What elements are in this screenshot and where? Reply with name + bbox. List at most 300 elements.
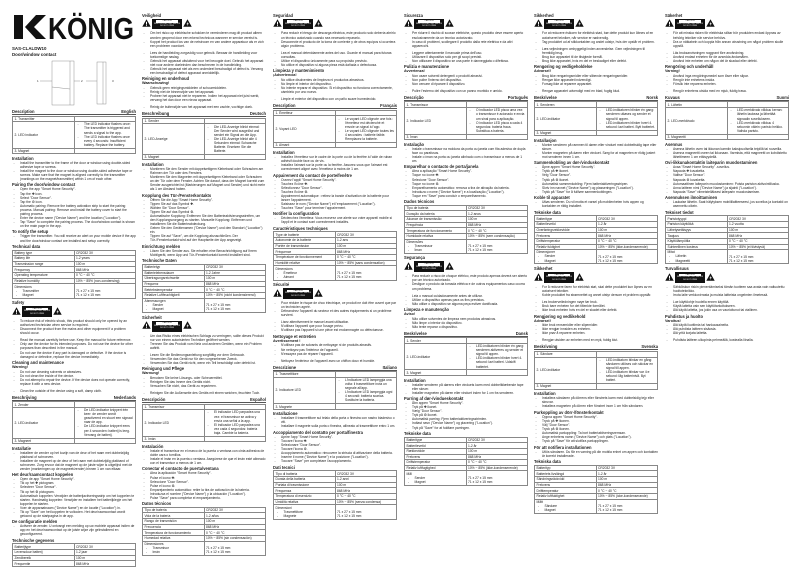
spec-value-cell: 100 m — [74, 261, 136, 267]
list-item: - Bruk bare enheten for det tiltenkte formålet. — [534, 304, 658, 308]
list-item: - Gebruik het apparaat niet als een onderdeel beschadigd of defect is. Vervang een beschadigd of defect apparaat onmiddellijk. — [142, 67, 266, 75]
list-item: - Rengör enhetens utsida med en mjuk, fuktig trasa. — [665, 89, 789, 93]
bullet-list — [273, 435, 397, 463]
table-row — [13, 148, 136, 154]
caution-text: RISK OF ELECTRIC SHOCK — [677, 276, 704, 279]
list-item: - Pulse el icono ✚. — [142, 476, 266, 480]
spec-value-cell: 0 °C ~ 40 °C — [204, 287, 266, 293]
part-name-cell — [143, 410, 205, 436]
bullet-list — [534, 165, 658, 193]
spec-value-cell: CR2032 3V — [596, 465, 658, 471]
list-item: - Die LED-Anzeige blinkt alle 4 Sekunden einmal: Schwache Batterie. Ersetzen Sie die Batterie. — [206, 137, 264, 153]
technical-data-table — [273, 470, 397, 519]
part-name-cell — [535, 384, 597, 390]
section-heading: Turvallisuus — [665, 265, 689, 271]
column-1-content — [12, 109, 136, 567]
list-item: - Touchez "Save" pour terminer l'appairement. — [273, 206, 397, 210]
section-heading: Tekniske data — [404, 431, 431, 437]
table-row — [405, 239, 528, 253]
list-item: - Vælg "Door Sensor". — [404, 409, 528, 413]
list-item: - Trasmettitore — [276, 510, 334, 514]
description-header — [534, 344, 658, 350]
list-item: - Automatisch koppelen: Verwijder de batterijactiveringsstrip om het koppelen te starten. Handmatig koppelen: Verwijder en installeer het batterijklepje om het koppelen te starten. — [12, 494, 136, 506]
list-item: - Rengør apparatet udvendigt med en blød, fugtig klud. — [534, 89, 658, 93]
list-item: - Lea el manual detenidamente antes del uso. Guarde el manual para futuras consultas. — [273, 51, 397, 59]
part-name: Indicatore LED — [279, 388, 301, 393]
list-item: - Lösen Sie den Sender aus. Sie erhalten eine Benachrichtigung auf Ihrem Mobilgerät, wenn App und Tür-/Fensterkontakt korrekt installiert sind. — [142, 249, 266, 257]
spec-value-cell: 868 MHz — [466, 454, 528, 460]
spec-value: 71 x 27 x 15 mm — [598, 254, 623, 259]
table-row — [535, 357, 658, 383]
spec-label-cell: Frequenza — [274, 488, 336, 494]
bullet-list — [665, 147, 789, 159]
spec-label-cell: Batteritype — [535, 216, 597, 222]
list-item: - Leggere attentamente il manuale prima dell'uso. — [404, 51, 528, 55]
list-item: - Öffnen Sie die App "Smart Home Security". — [142, 198, 266, 202]
caution-icons — [142, 321, 266, 332]
part-detail-cell — [335, 404, 397, 410]
spec-label-cell: Batteriets livslängd — [535, 471, 597, 477]
list-item: - Brug kun apparatet til de tilsigtede formål. — [534, 55, 658, 59]
list-item: - Trigger the transmitter. You will receive an alert on your mobile device if the app and the door/window contact are installed and setup correctly. — [12, 234, 136, 242]
section-heading: Appairement du contact de porte/fenêtre — [273, 172, 352, 178]
list-item: - Irrota laite verkkovirrasta ja muista laitteista ongelmien ilmetessä. — [665, 293, 789, 297]
column-1 — [12, 12, 136, 567]
spec-value-cell: 0 °C ~ 40 °C — [466, 228, 528, 234]
spec-label-cell — [405, 239, 467, 253]
list-item: - LED-indikatoren blinker hvert 4. sekund: lavt batteri. Udskift batteriet. — [468, 356, 526, 368]
list-item: - Versuchen Sie nicht, das Gerät zu reparieren. — [142, 384, 266, 388]
list-item: - Använd inga rengöringsmedel som löser eller slipar. — [665, 74, 789, 78]
caution-text: DO NOT OPEN — [422, 268, 437, 271]
bullet-list — [534, 415, 658, 443]
caution-label — [414, 19, 444, 30]
caution-text: RISK OF ELECTRIC SHOCK — [285, 292, 312, 295]
list-item: - Brug ikke rengøringsmidler eller slibende rengøringsmidler. — [534, 74, 658, 78]
table-row — [143, 410, 266, 436]
list-item: - Læs vejledningen omhyggeligt inden anvendelse. Gem vejledningen til fremtidig brug. — [534, 47, 658, 55]
warning-heading: Avvertenza! — [404, 69, 425, 74]
part-number: 2. — [275, 126, 279, 131]
list-item: - Non cercare di riparare il dispositivo. — [404, 82, 528, 86]
list-item: - El indicador LED parpadea una vez cada 4 segundos: batería baja. Cambie la batería. — [206, 423, 264, 435]
spec-label-cell: Suhteellinen kosteus — [666, 244, 728, 250]
list-item: - Magnet — [537, 259, 595, 263]
bullet-list — [276, 271, 334, 279]
list-item: - Utilize o dispositivo apenas para os fins previstos. — [404, 298, 528, 302]
section-heading: Ovi-/ikkunakontaktin laiteparin muodostaminen — [665, 160, 758, 166]
list-item: - No limpie el interior del dispositivo. — [273, 82, 397, 86]
section-heading: Notifier la configuration — [273, 211, 320, 217]
list-item: - Activeer de zender. U ontvangt een melding op uw mobiele apparaat indien de app en het deur/raamcontact op de juiste wijze zijn geïnstalleerd en geconfigureerd. — [12, 524, 136, 536]
spec-value-cell: 0 °C ~ 40 °C — [466, 460, 528, 466]
section-heading: Datos técnicos — [142, 501, 172, 507]
list-item: - Only use the device for its intended purposes. Do not use the device for other purposes than described in the manual. — [12, 342, 136, 350]
list-item: - Åbn appen "Smart Home Security". — [404, 401, 528, 405]
bullet-list — [534, 300, 658, 312]
spec-value-cell: CR2032 3V — [335, 232, 397, 238]
spec-label-cell: Taajuus — [666, 233, 728, 239]
spec-label-cell: Frequenz — [143, 281, 205, 287]
spec-label-cell — [274, 266, 336, 280]
list-item: - Non utilizzare il dispositivo se una parte è danneggiata o difettosa. — [404, 59, 528, 63]
part-detail-cell — [74, 122, 136, 148]
part-name: Senderen — [540, 102, 555, 107]
part-number: 3. — [144, 155, 148, 160]
spec-label: Dimensjoner — [536, 250, 556, 255]
caution-text: RISK OF ELECTRIC SHOCK — [677, 22, 704, 25]
part-number: 3. — [275, 142, 279, 147]
bullet-list — [273, 31, 397, 47]
bullet-list — [276, 510, 334, 518]
spec-label-cell: Operating temperature — [13, 273, 75, 279]
spec-value-cell: CR2032 3V — [74, 250, 136, 256]
technical-data-table — [12, 543, 136, 567]
bullet-list — [729, 108, 787, 132]
spec-label-cell — [666, 250, 728, 264]
part-name-cell — [143, 124, 205, 155]
spec-label-cell: Driftstemperatur — [535, 238, 597, 244]
spec-value-cell: CR2032 3V — [204, 264, 266, 270]
language-label: Deutsch — [249, 111, 266, 117]
part-number: 2. — [144, 137, 148, 142]
description-title: Descrizione — [273, 364, 296, 370]
part-name: Magnet — [148, 155, 160, 160]
list-item: - Gebruik het apparaat uitsluitend voor het beoogde doel. Gebruik het apparaat niet voor andere doeleinden dan beschreven in de handleiding. — [142, 59, 266, 67]
part-name: Indicador LED — [148, 420, 170, 425]
list-item: - Verwenden Sie das Gerät nur für den vorgesehenen Zweck. — [142, 357, 266, 361]
caution-text: DO NOT OPEN — [552, 278, 567, 281]
diagram-label-1: 1 — [37, 79, 39, 83]
list-item: - Trykk på ✚ ikonet. — [534, 169, 658, 173]
list-item: - Installer magneten på døren eller vinduet inden for 1 cm fra senderen. — [404, 391, 528, 395]
technical-data-table — [534, 215, 658, 264]
list-item: - Tippen Sie auf "Save", um die Kopplung abzuschließen. Der Tür-/Fensterkontakt wird auf der Hauptseite der App angezeigt. — [142, 234, 266, 242]
bullet-list — [142, 86, 266, 102]
list-item: - Lue käyttöohje huolella ennen käyttöä. — [665, 300, 789, 304]
bullet-list — [273, 216, 397, 224]
list-item: - LED-merkkivalo vilkkuu 4 sekunnin välein: paristo heikko. Vaihda paristo. — [729, 121, 787, 133]
list-item: - Selecione "Door Sensor". — [404, 178, 528, 182]
electric-shock-icon — [706, 273, 715, 282]
list-item: - Monter senderen på rammen til døren eller vinduet med dobbeltsidig tape eller skruer. — [534, 143, 658, 151]
bullet-list — [142, 449, 266, 465]
part-name-cell — [405, 134, 467, 140]
list-item: - Älä puhdista laitteen sisäosia. — [665, 327, 789, 331]
list-item: - Käytä laitetta vain sen käyttötarkoitukseen. — [665, 304, 789, 308]
list-item: - Déclenchez l'émetteur. Vous recevrez une alerte sur votre appareil mobile si l'appli et le contact sont correctement installés. — [273, 216, 397, 224]
part-name-cell — [405, 108, 467, 134]
bullet-list — [337, 117, 395, 141]
section-heading: Parring af dør-/vindueskontakt — [404, 396, 464, 402]
bullet-list — [534, 323, 658, 335]
section-heading: Rengjøring og vedlikehold — [534, 313, 586, 319]
caution-text: DO NOT OPEN — [552, 25, 567, 28]
part-number: 1. — [536, 102, 540, 107]
electric-shock-icon — [53, 307, 62, 316]
caution-text: CAUTION — [26, 308, 48, 311]
parts-table — [142, 118, 266, 161]
spec-label-cell: Pariston käyttöikä — [666, 221, 728, 227]
spec-label-cell: Driftstemperatur — [405, 460, 467, 466]
section-heading: Sicurezza — [404, 12, 423, 18]
electric-shock-icon — [706, 19, 715, 28]
spec-label-cell: Frekvens — [535, 482, 597, 488]
spec-value-cell — [596, 499, 658, 513]
part-detail-cell — [596, 357, 658, 383]
spec-value-cell: 868 MHz — [204, 524, 266, 530]
caution-text: DO NOT OPEN — [291, 25, 306, 28]
svg-text:KÖNIG: KÖNIG — [48, 12, 134, 42]
electric-shock-icon — [445, 19, 454, 28]
bullet-list — [534, 143, 658, 159]
section-heading: Het deur/raamcontact koppelen — [12, 472, 74, 478]
spec-value-cell: 10% ~ 85% (sans condensation) — [335, 260, 397, 266]
section-heading: Sikkerhet — [534, 265, 553, 271]
spec-label-cell: Rango de transmisión — [143, 519, 205, 525]
section-heading: Technische Daten — [142, 258, 177, 264]
caution-icons — [142, 19, 266, 30]
list-item: - L'indicatore LED lampeggia una volta: il trasmettitore invia un segnale all'app. — [337, 378, 395, 390]
list-item: - Inserire il nome ("Device Name") e la posizione ("Location"). — [273, 455, 397, 459]
list-item: - Ouvrez l'appli "Smart Home Security". — [273, 178, 397, 182]
column-2-content — [142, 13, 266, 556]
part-name: LED-indikator — [410, 354, 431, 359]
list-item: - Sender — [407, 476, 465, 480]
caution-icons — [273, 288, 397, 299]
table-row — [274, 505, 397, 519]
list-item: - The LED indicator flashes once: The transmitter is triggered and sends a signal to the app. — [76, 122, 134, 134]
spec-value-cell: 0 °C ~ 40 °C — [727, 238, 789, 244]
table-row — [535, 384, 658, 390]
bullet-list — [598, 358, 656, 382]
list-item: - Touchez l'icône ✚. — [273, 182, 397, 186]
parts-table — [142, 404, 266, 443]
part-name: Trasmettitore — [279, 372, 299, 377]
part-detail-cell — [596, 130, 658, 136]
bullet-list — [145, 546, 203, 554]
description-header — [142, 111, 266, 117]
spec-value-cell: 10% ~ 85% (ei tiivistyvä) — [727, 244, 789, 250]
spec-value: 71 x 27 x 15 mm — [729, 254, 754, 259]
column-5 — [534, 11, 658, 515]
spec-value-cell: CR2032 3V — [466, 205, 528, 211]
spec-value-cell: 1-2 år — [596, 221, 658, 227]
caution-text: RISK OF ELECTRIC SHOCK — [285, 22, 312, 25]
spec-value-cell: CR2032 3V — [335, 471, 397, 477]
warning-heading: ¡Advertencia! — [273, 73, 297, 78]
diagram-label-3: 3 — [112, 79, 114, 83]
part-detail-cell — [204, 154, 266, 160]
bullet-list — [534, 89, 658, 93]
caution-label — [22, 306, 52, 317]
technical-data-table — [12, 250, 136, 299]
list-item: - Accoppiamento automatico: rimuovere la striscia di attivazione della batteria. — [273, 451, 397, 455]
list-item: - Magneetti — [668, 259, 726, 263]
list-item: - Tryck på "Save" för att slutföra parkopplingen. — [534, 439, 658, 443]
spec-label-cell: Humedad relativa — [143, 535, 205, 541]
part-number: 2. — [406, 354, 410, 359]
list-item: - Reinig de buitenzijde van het apparaat met een zachte, vochtige doek. — [142, 105, 266, 109]
section-heading: Cleaning and maintenance — [12, 360, 64, 366]
part-number: 3. — [536, 384, 540, 389]
warning-triangle-icon — [534, 19, 543, 28]
bullet-list — [76, 122, 134, 146]
spec-value-cell: 100 m — [335, 482, 397, 488]
caution-text: CAUTION — [679, 274, 701, 277]
spec-value-cell: 10% ~ 85% (ikke-kondenserende) — [596, 244, 658, 250]
table-row — [535, 499, 658, 513]
part-number: 2. — [14, 132, 18, 137]
section-heading: Installation — [534, 391, 556, 397]
part-name: LED-indikator — [540, 368, 561, 373]
part-number: 1. — [144, 118, 148, 123]
list-item: - Asenna lähetin oven tai ikkunan karmiin kaksipuolisella teipillä tai ruuveilla. — [665, 147, 789, 151]
model-number: SAS-CLALDW10 — [12, 46, 47, 51]
part-name-cell — [274, 116, 336, 142]
description-header — [665, 95, 789, 101]
caution-icons — [665, 19, 789, 30]
list-item: - Automaattinen laiteparin muodostaminen: Poista pariston aktivointiliuska. — [665, 182, 789, 186]
bullet-list — [665, 285, 789, 297]
spec-value: 71 x 12 x 15 mm — [468, 480, 493, 485]
list-item: - Limpie el exterior del dispositivo con un paño suave humedecido. — [273, 97, 397, 101]
section-heading: Reinigung und Pflege — [142, 366, 185, 372]
part-number: 3. — [406, 370, 410, 375]
caution-text: RISK OF ELECTRIC SHOCK — [416, 22, 443, 25]
language-label: English — [121, 109, 136, 114]
warning-heading: Advarsel! — [534, 69, 551, 74]
language-label: Italiano — [382, 364, 397, 370]
part-detail-cell — [204, 436, 266, 442]
bullet-list — [142, 334, 266, 350]
section-heading: Segurança — [404, 255, 425, 261]
electric-shock-icon — [445, 262, 454, 271]
section-heading: Limpeza e manutenção — [404, 307, 450, 313]
table-row — [274, 404, 397, 410]
list-item: - For at reducere risikoen for elektrisk stød, bør dette produkt kun åbnes af en autoriseret tekniker, når service er nødvendig. — [534, 31, 658, 39]
list-item: - Forsøg ikke at reparere apparatet. — [534, 82, 658, 86]
description-title: Description — [12, 109, 35, 114]
list-item: - Reinig niet de binnenzijde van het apparaat. — [142, 90, 266, 94]
product-diagram — [12, 59, 136, 107]
technical-data-table — [534, 465, 658, 514]
spec-value-cell: 0 °C ~ 40 °C — [335, 493, 397, 499]
list-item: - Seleccione "Door Sensor". — [142, 480, 266, 484]
table-row — [143, 541, 266, 555]
spec-label-cell: Tipo de batería — [143, 507, 205, 513]
part-name: Magneetti — [671, 134, 686, 139]
table-row — [143, 124, 266, 155]
section-heading: Rengöring och underhåll — [665, 64, 714, 70]
list-item: - Non pulire l'interno del dispositivo. — [404, 78, 528, 82]
warning-triangle-icon — [404, 19, 413, 28]
section-heading: Säkerhet — [665, 12, 683, 18]
list-item: - N'utilisez l'appareil que pour l'usage prévu. — [273, 324, 397, 328]
list-item: - Magnet — [537, 508, 595, 512]
bullet-list — [145, 303, 203, 311]
spec-label-cell: Frequência — [405, 222, 467, 228]
spec-label-cell — [143, 541, 205, 555]
spec-label-cell: Relativ luftfugtighed — [405, 465, 467, 471]
spec-value-cell: 1-2 år — [466, 443, 528, 449]
bullet-list — [534, 200, 658, 208]
part-name-cell — [535, 357, 597, 383]
list-item: - Toccare l'icona ⚙. — [273, 447, 397, 451]
list-item: - Installer senderen på dørens eller vinduets karm med dobbeltklæbende tape eller skruer. — [404, 383, 528, 391]
spec-label-cell: Zendbereik — [13, 555, 75, 561]
column-4-content — [404, 13, 528, 486]
section-heading: Nettoyage et entretien — [273, 333, 316, 339]
table-row — [405, 344, 528, 370]
list-item: - Tippen Sie auf das Symbol ✚. — [142, 202, 266, 206]
list-item: - Installera sändaren på dörrens eller fönstrets karm med dubbelsidig tejp eller skruvar. — [534, 396, 658, 404]
bullet-list — [407, 244, 465, 252]
spec-value-cell: 10% ~ 85% (nicht kondensierend) — [204, 293, 266, 299]
table-row — [535, 108, 658, 130]
bullet-list — [273, 343, 397, 355]
list-item: - Trykk på ⚙ ikonet. — [534, 178, 658, 182]
section-heading: Instalación — [142, 443, 164, 449]
part-number: 3. — [536, 130, 540, 135]
list-item: - Tag produktet ud af stikkontakten og andet udstyr, hvis der opstår et problem. — [534, 40, 658, 44]
list-item: - Installeer de magneet op de deur of het raam met dubbelzijdig plakband of schroeven. Zorg ervoor dat de magneet op de juiste wijze is uitgelijnd met de zender (markeringen op de magneet/zender) binnen 1 cm van elkaar. — [12, 459, 136, 471]
spec-value-cell: 868 MHz — [335, 249, 397, 255]
list-item: - Para reducir el riesgo de descarga eléctrica, este producto solo debería abrirlo un técnico autorizado cuando sea necesario repararlo. — [273, 31, 397, 39]
list-item: - Touchez l'icône ⚙. — [273, 190, 397, 194]
part-number: 1. — [275, 372, 279, 377]
description-title: Beschrijving — [12, 394, 37, 400]
spec-value-cell: 10% ~ 85% (ikke-kondenserende) — [466, 465, 528, 471]
spec-value-cell: 1-2 anos — [466, 211, 528, 217]
list-item: - Lisez attentivement le manuel avant utilisation. — [273, 320, 397, 324]
spec-value-cell: 1-2 años — [204, 513, 266, 519]
list-item: - N'utilisez pas l'appareil si une pièce est endommagée ou défectueuse. — [273, 328, 397, 332]
list-item: - Introduza o nome ("Device Name") e a localização ("Location"). — [404, 190, 528, 194]
list-item: - Install the magnet to the door or window using double-sided adhesive tape or screws. Make sure that the magnet is aligned correctly to the transmitter (markings on the magnet/transmitter) within 1 cm of each other. — [12, 169, 136, 181]
bullet-list — [273, 320, 397, 332]
table-row — [274, 266, 397, 280]
warning-triangle-icon — [273, 19, 282, 28]
spec-value-cell: 868 MHz — [596, 482, 658, 488]
warning-heading: Advarsel! — [534, 318, 551, 323]
list-item: - Disconnect the product from the mains and other equipment if a problem should occur. — [12, 327, 136, 335]
section-heading: Instalação — [404, 141, 425, 147]
spec-label-cell: Batteritype — [405, 437, 467, 443]
description-header — [273, 103, 397, 109]
bullet-list — [76, 408, 134, 436]
bullet-list — [273, 301, 397, 317]
list-item: - Tik op het ⚙ pictogram. — [12, 490, 136, 494]
language-label: Français — [380, 103, 397, 109]
bullet-list — [404, 317, 528, 329]
spec-value-cell: 1-2 ans — [335, 238, 397, 244]
caution-text: RISK OF ELECTRIC SHOCK — [154, 324, 181, 327]
list-item: - Lees de handleiding zorgvuldig voor gebruik. Bewaar de handleiding voor toekomstige naslag. — [142, 51, 266, 59]
list-item: - Koble produktet fra strømnettet og annet utstyr dersom et problem oppstår. — [534, 293, 658, 297]
warning-heading: Warning! — [12, 365, 28, 370]
list-item: - Monter magneten på døren eller vinduet. Sørg for at magneten er riktig justert mot senderen innen 1 cm. — [534, 151, 658, 159]
list-item: - Magnet — [145, 307, 203, 311]
part-number: 1. — [667, 102, 671, 107]
caution-label — [414, 261, 444, 272]
list-item: - Tap the ✚ icon. — [12, 192, 136, 196]
bullet-list — [142, 31, 266, 47]
spec-value: 71 x 12 x 15 mm — [598, 508, 623, 513]
spec-value: 71 x 27 x 15 mm — [468, 476, 493, 481]
list-item: - Tap the ⚙ icon. — [12, 200, 136, 204]
bullet-list — [142, 105, 266, 109]
